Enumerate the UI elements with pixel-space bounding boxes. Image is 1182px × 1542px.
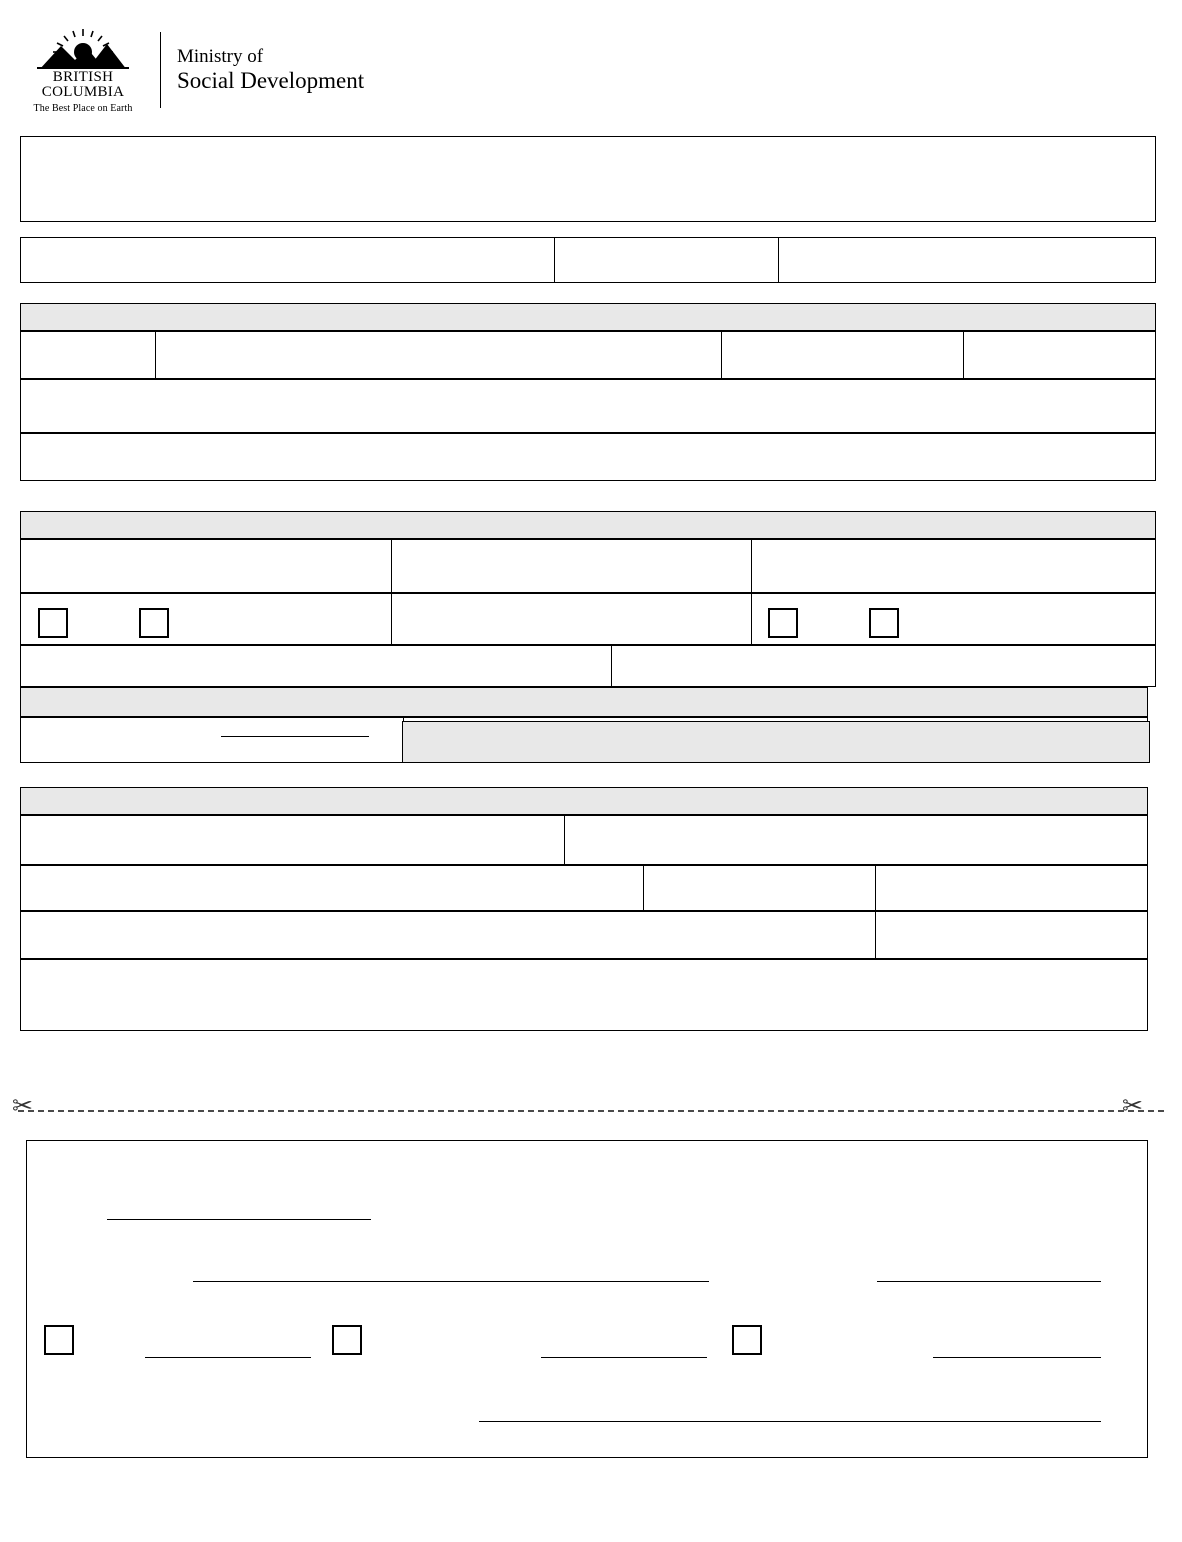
section3-rowc-divider <box>875 912 876 958</box>
identity-divider-1 <box>554 238 555 282</box>
section1-note2-row <box>20 433 1156 481</box>
section1-note-row <box>20 379 1156 433</box>
section2-checkbox-2[interactable] <box>139 608 169 638</box>
receipt-line-7 <box>479 1421 1101 1422</box>
ministry-title <box>177 46 364 93</box>
identity-row <box>20 237 1156 283</box>
section1-divider-3 <box>963 332 964 378</box>
section1-divider-1 <box>155 332 156 378</box>
section2-header <box>20 511 1156 539</box>
receipt-line-1 <box>107 1219 371 1220</box>
section3-row-c <box>20 911 1148 959</box>
section3-row-b <box>20 865 1148 911</box>
receipt-line-6 <box>933 1357 1101 1358</box>
section2-rowb-divider-2 <box>751 594 752 644</box>
receipt-checkbox-3[interactable] <box>732 1325 762 1355</box>
scissors-right-icon: ✂ <box>1122 1093 1143 1120</box>
section2-shaded-note <box>402 721 1150 763</box>
section2-rowa-divider-2 <box>751 540 752 592</box>
section1-divider-2 <box>721 332 722 378</box>
receipt-line-3 <box>877 1281 1101 1282</box>
receipt-box <box>26 1140 1148 1458</box>
bc-sun-mountain-icon <box>35 26 131 69</box>
section2-rowc-divider-1 <box>611 646 612 686</box>
logo-tagline: The Best Place on Earth <box>33 103 133 114</box>
receipt-line-2 <box>193 1281 709 1282</box>
top-notice-box <box>20 136 1156 222</box>
receipt-checkbox-2[interactable] <box>332 1325 362 1355</box>
section3-rowa-divider <box>564 816 565 864</box>
section2-row-c <box>20 645 1156 687</box>
logo-province-line2: COLUMBIA <box>41 84 125 100</box>
ministry-line1: Ministry of <box>177 46 264 68</box>
section2-row-b <box>20 593 1156 645</box>
section3-header <box>20 787 1148 815</box>
cut-here-dashed-line <box>18 1110 1164 1114</box>
header-divider <box>160 32 161 108</box>
receipt-checkbox-1[interactable] <box>44 1325 74 1355</box>
logo-province-line1: BRITISH <box>52 69 114 85</box>
document-header <box>24 24 524 116</box>
section2-row-a <box>20 539 1156 593</box>
scissors-left-icon: ✂ <box>12 1093 33 1120</box>
section3-rowb-divider-2 <box>875 866 876 910</box>
section2-checkbox-1[interactable] <box>38 608 68 638</box>
ministry-line2: Social Development <box>177 67 365 93</box>
section2-subheader <box>20 687 1148 717</box>
identity-divider-2 <box>778 238 779 282</box>
section1-fields-row <box>20 331 1156 379</box>
signature-line <box>221 736 369 737</box>
section1-header <box>20 303 1156 331</box>
receipt-line-4 <box>145 1357 311 1358</box>
bc-logo <box>24 26 142 114</box>
section2-checkbox-4[interactable] <box>869 608 899 638</box>
section2-rowa-divider-1 <box>391 540 392 592</box>
section2-checkbox-3[interactable] <box>768 608 798 638</box>
section2-rowb-divider-1 <box>391 594 392 644</box>
receipt-line-5 <box>541 1357 707 1358</box>
section3-footer-note <box>20 959 1148 1031</box>
section3-rowb-divider-1 <box>643 866 644 910</box>
section3-row-a <box>20 815 1148 865</box>
